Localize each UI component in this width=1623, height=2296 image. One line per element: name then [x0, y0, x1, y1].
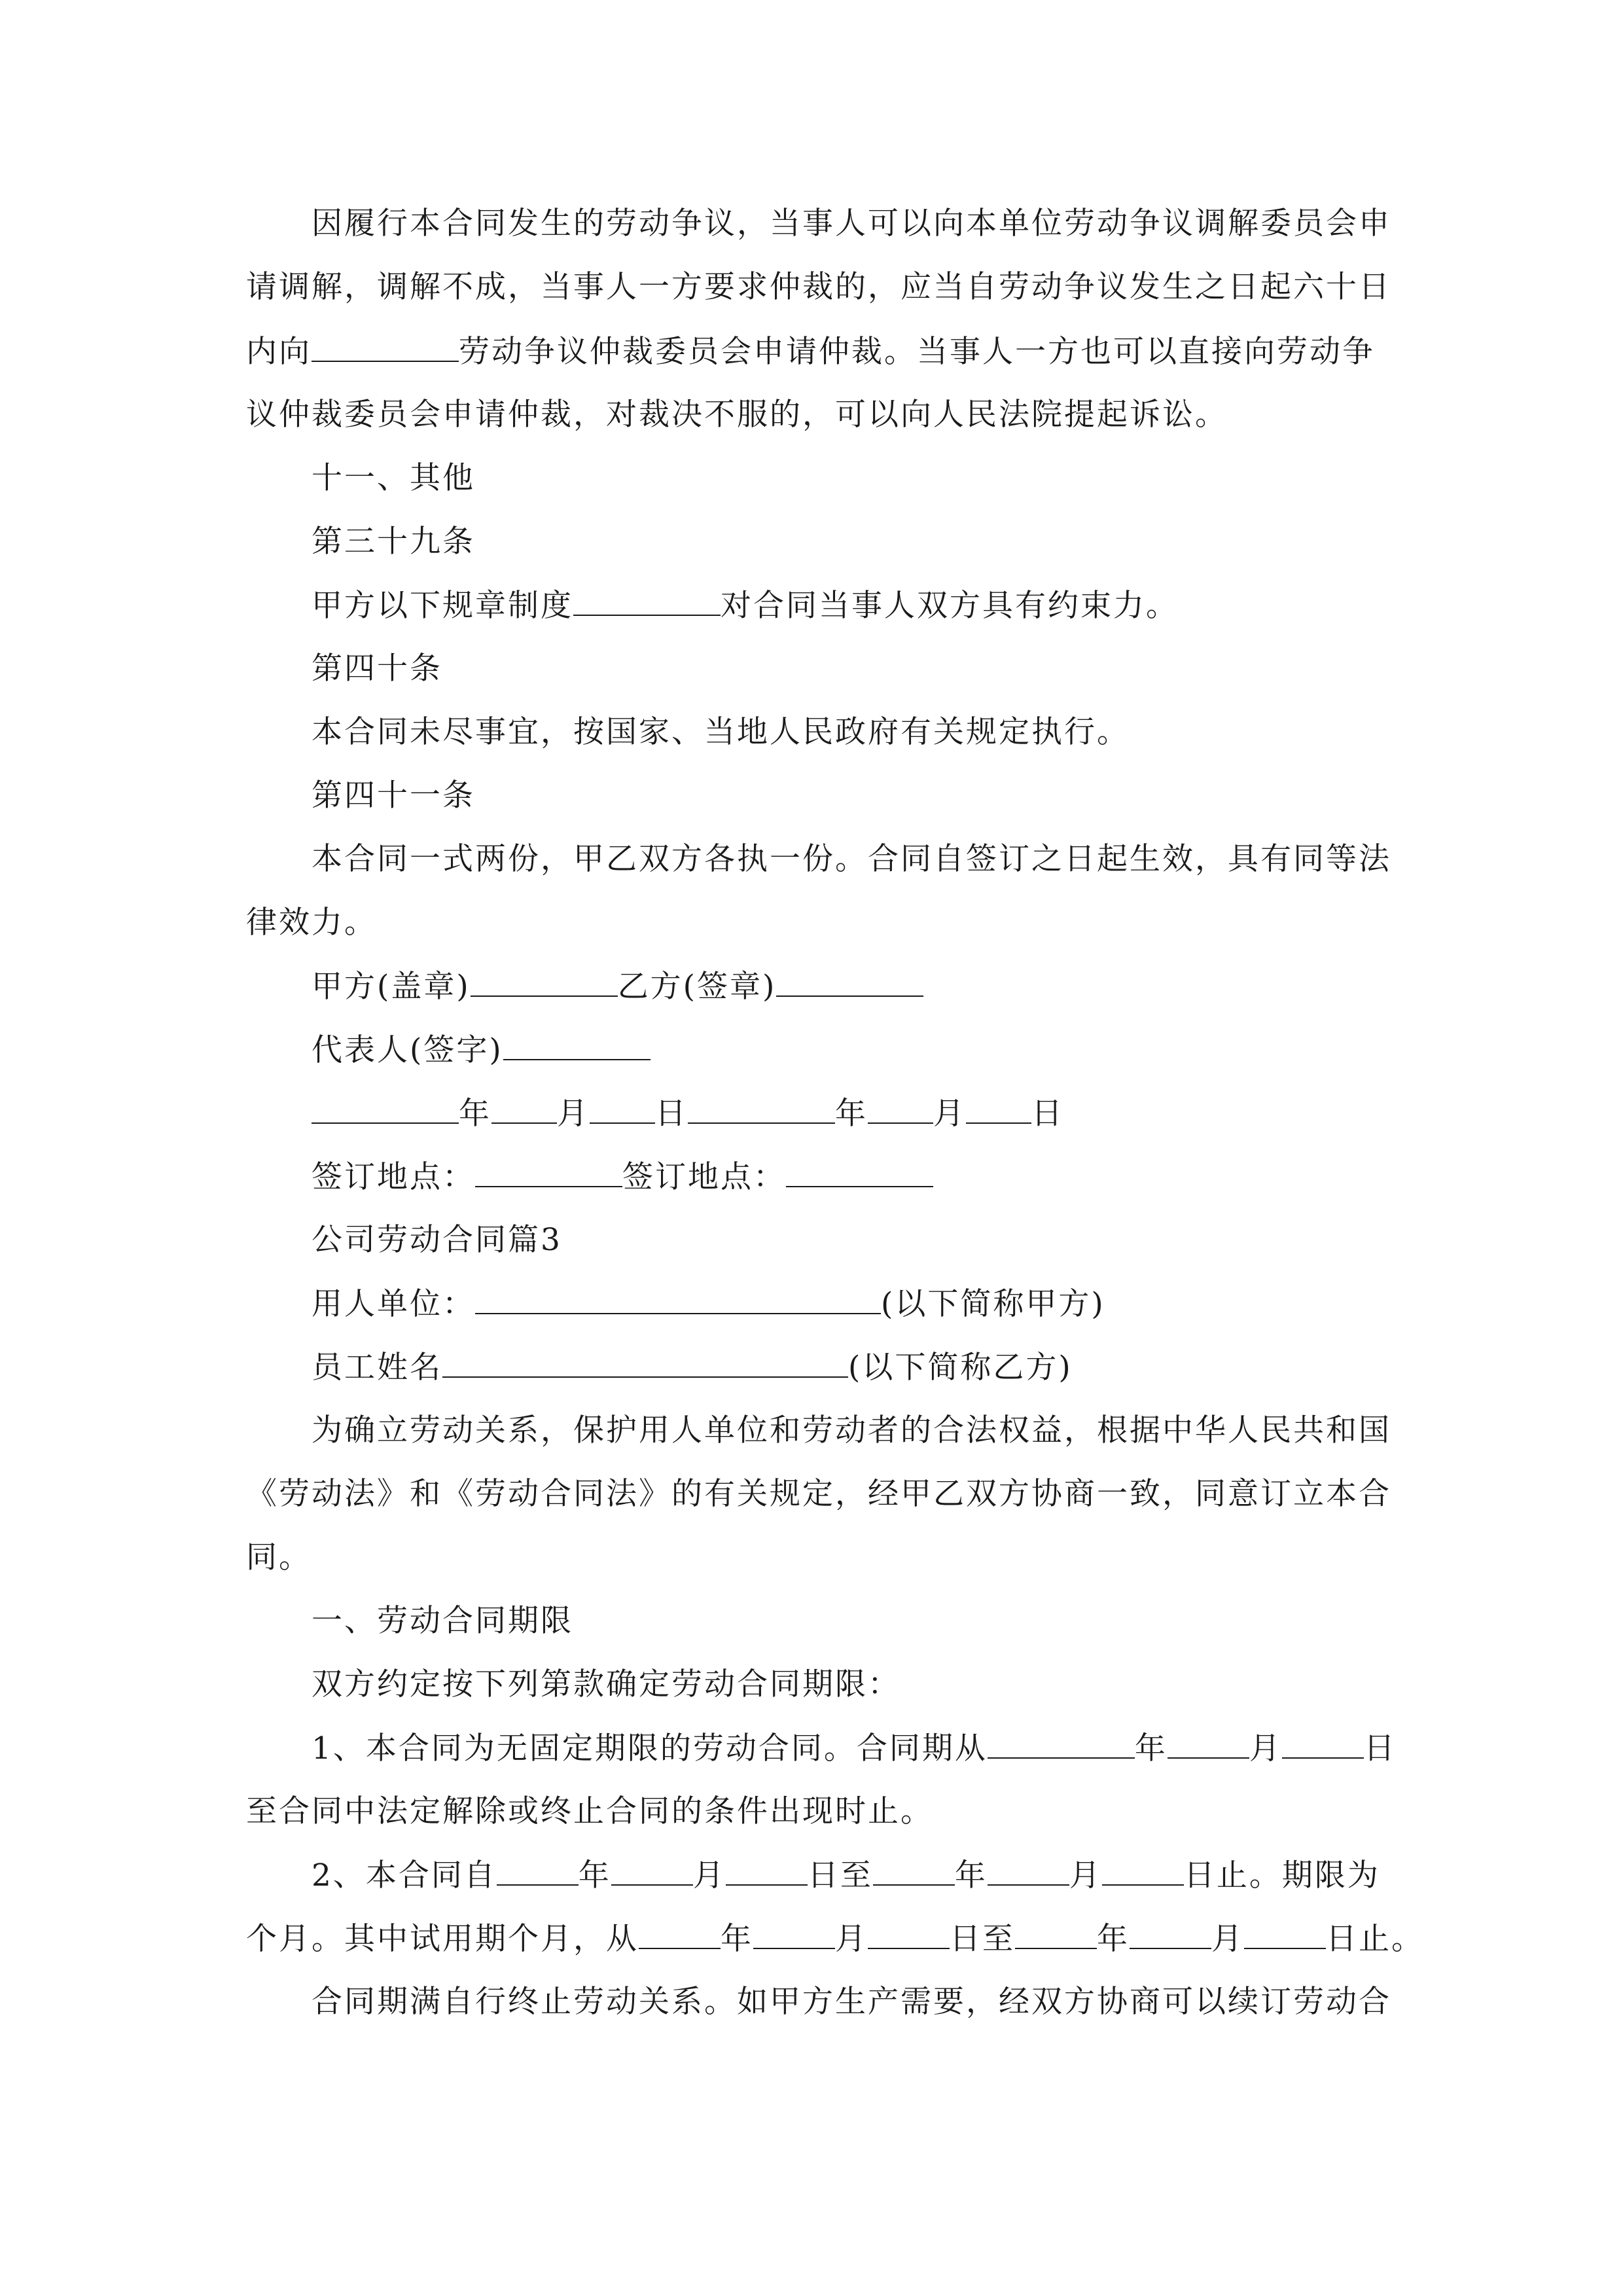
- paragraph-line: 《劳动法》和《劳动合同法》的有关规定，经甲乙双方协商一致，同意订立本合: [246, 1476, 1391, 1512]
- fill-blank[interactable]: [873, 1856, 955, 1886]
- paragraph-line: 议仲裁委员会申请仲裁，对裁决不服的，可以向人民法院提起诉讼。: [246, 397, 1228, 433]
- text: 签订地点：: [622, 1159, 786, 1195]
- text: 月: [835, 1921, 868, 1957]
- fill-blank[interactable]: [1102, 1856, 1184, 1886]
- section-title: 公司劳动合同篇3: [312, 1222, 562, 1258]
- section-heading: 十一、其他: [312, 460, 475, 496]
- text: 月: [933, 1096, 966, 1132]
- signature-place-line: [246, 1157, 1378, 1196]
- fill-blank[interactable]: [868, 1094, 933, 1124]
- text: 对合同当事人双方具有约束力。: [721, 588, 1179, 624]
- term-clause-line: [246, 1919, 1424, 1958]
- fill-blank[interactable]: [1282, 1729, 1364, 1759]
- fill-blank[interactable]: [1130, 1919, 1211, 1949]
- text: 员工姓名: [312, 1350, 442, 1386]
- fill-blank[interactable]: [503, 1030, 651, 1060]
- fill-blank[interactable]: [726, 1856, 808, 1886]
- text: 年: [578, 1857, 611, 1893]
- article-title: 第四十一条: [312, 778, 475, 814]
- text: (以下简称甲方): [881, 1286, 1105, 1322]
- fill-blank[interactable]: [786, 1157, 933, 1187]
- fill-blank[interactable]: [475, 1157, 622, 1187]
- fill-blank[interactable]: [491, 1094, 557, 1124]
- text: 年: [954, 1857, 988, 1893]
- text: 1、本合同为无固定期限的劳动合同。合同期从: [312, 1731, 988, 1767]
- text: 日止。: [1326, 1921, 1424, 1957]
- section-heading: 一、劳动合同期限: [312, 1603, 573, 1639]
- text: 日: [655, 1096, 688, 1132]
- paragraph-line: 为确立劳动关系，保护用人单位和劳动者的合法权益，根据中华人民共和国: [312, 1412, 1391, 1448]
- fill-blank[interactable]: [988, 1729, 1135, 1759]
- text: 代表人(签字): [312, 1032, 503, 1068]
- paragraph-line: [246, 332, 1378, 371]
- paragraph-line: 因履行本合同发生的劳动争议，当事人可以向本单位劳动争议调解委员会申: [312, 206, 1391, 242]
- text: 签订地点：: [312, 1159, 475, 1195]
- text: 月: [1211, 1921, 1244, 1957]
- fill-blank[interactable]: [988, 1856, 1069, 1886]
- text: 内向: [246, 334, 312, 370]
- text: 年: [1097, 1921, 1130, 1957]
- paragraph-line: 双方约定按下列第款确定劳动合同期限：: [312, 1666, 901, 1702]
- text: 年: [721, 1921, 753, 1957]
- paragraph-line: 请调解，调解不成，当事人一方要求仲裁的，应当自劳动争议发生之日起六十日: [246, 269, 1391, 305]
- fill-blank[interactable]: [611, 1856, 693, 1886]
- text: 甲方以下规章制度: [312, 588, 573, 624]
- fill-blank[interactable]: [1015, 1919, 1097, 1949]
- fill-blank[interactable]: [1168, 1729, 1249, 1759]
- signature-party-line: [246, 967, 1378, 1006]
- paragraph-line: 同。: [246, 1539, 312, 1575]
- fill-blank[interactable]: [475, 1284, 881, 1314]
- fill-blank[interactable]: [312, 332, 459, 362]
- term-clause-line: [246, 1856, 1378, 1895]
- fill-blank[interactable]: [573, 586, 721, 616]
- fill-blank[interactable]: [497, 1856, 579, 1886]
- term-clause-line: 至合同中法定解除或终止合同的条件出现时止。: [246, 1793, 933, 1829]
- fill-blank[interactable]: [688, 1094, 835, 1124]
- text: 甲方(盖章): [312, 969, 471, 1005]
- fill-blank[interactable]: [753, 1919, 835, 1949]
- text: 月: [1249, 1731, 1282, 1767]
- text: 个月。其中试用期个月，从: [246, 1921, 639, 1957]
- article-title: 第四十条: [312, 651, 442, 687]
- text: 年: [459, 1096, 491, 1132]
- text: 日至: [807, 1857, 873, 1893]
- text: 2、本合同自: [312, 1857, 497, 1893]
- text: 年: [835, 1096, 868, 1132]
- text: 月: [692, 1857, 726, 1893]
- fill-blank[interactable]: [1244, 1919, 1326, 1949]
- text: 年: [1134, 1731, 1168, 1767]
- text: 日止。期限为: [1183, 1857, 1380, 1893]
- fill-blank[interactable]: [966, 1094, 1031, 1124]
- fill-blank[interactable]: [590, 1094, 655, 1124]
- fill-blank[interactable]: [868, 1919, 950, 1949]
- text: 日至: [950, 1921, 1015, 1957]
- text: 用人单位：: [312, 1286, 475, 1322]
- fill-blank[interactable]: [471, 967, 618, 997]
- text: 日: [1031, 1096, 1064, 1132]
- employer-line: [246, 1284, 1378, 1323]
- signature-date-line: [246, 1094, 1378, 1133]
- text: 月: [557, 1096, 590, 1132]
- text: 月: [1069, 1857, 1102, 1893]
- fill-blank[interactable]: [442, 1348, 848, 1378]
- fill-blank[interactable]: [639, 1919, 721, 1949]
- signature-rep-line: [246, 1030, 1378, 1069]
- article-body: 律效力。: [246, 905, 377, 941]
- fill-blank[interactable]: [776, 967, 923, 997]
- article-body: 本合同未尽事宜，按国家、当地人民政府有关规定执行。: [312, 714, 1130, 750]
- fill-blank[interactable]: [312, 1094, 459, 1124]
- text: 日: [1363, 1731, 1397, 1767]
- term-clause-line: [246, 1729, 1397, 1768]
- text: 劳动争议仲裁委员会申请仲裁。当事人一方也可以直接向劳动争: [459, 334, 1375, 370]
- article-title: 第三十九条: [312, 524, 475, 560]
- employee-line: [246, 1348, 1378, 1387]
- text: (以下简称乙方): [848, 1350, 1073, 1386]
- article-body: [246, 586, 1378, 625]
- paragraph-line: 合同期满自行终止劳动关系。如甲方生产需要，经双方协商可以续订劳动合: [312, 1984, 1391, 2020]
- article-body: 本合同一式两份，甲乙双方各执一份。合同自签订之日起生效，具有同等法: [312, 841, 1391, 877]
- text: 乙方(签章): [617, 969, 777, 1005]
